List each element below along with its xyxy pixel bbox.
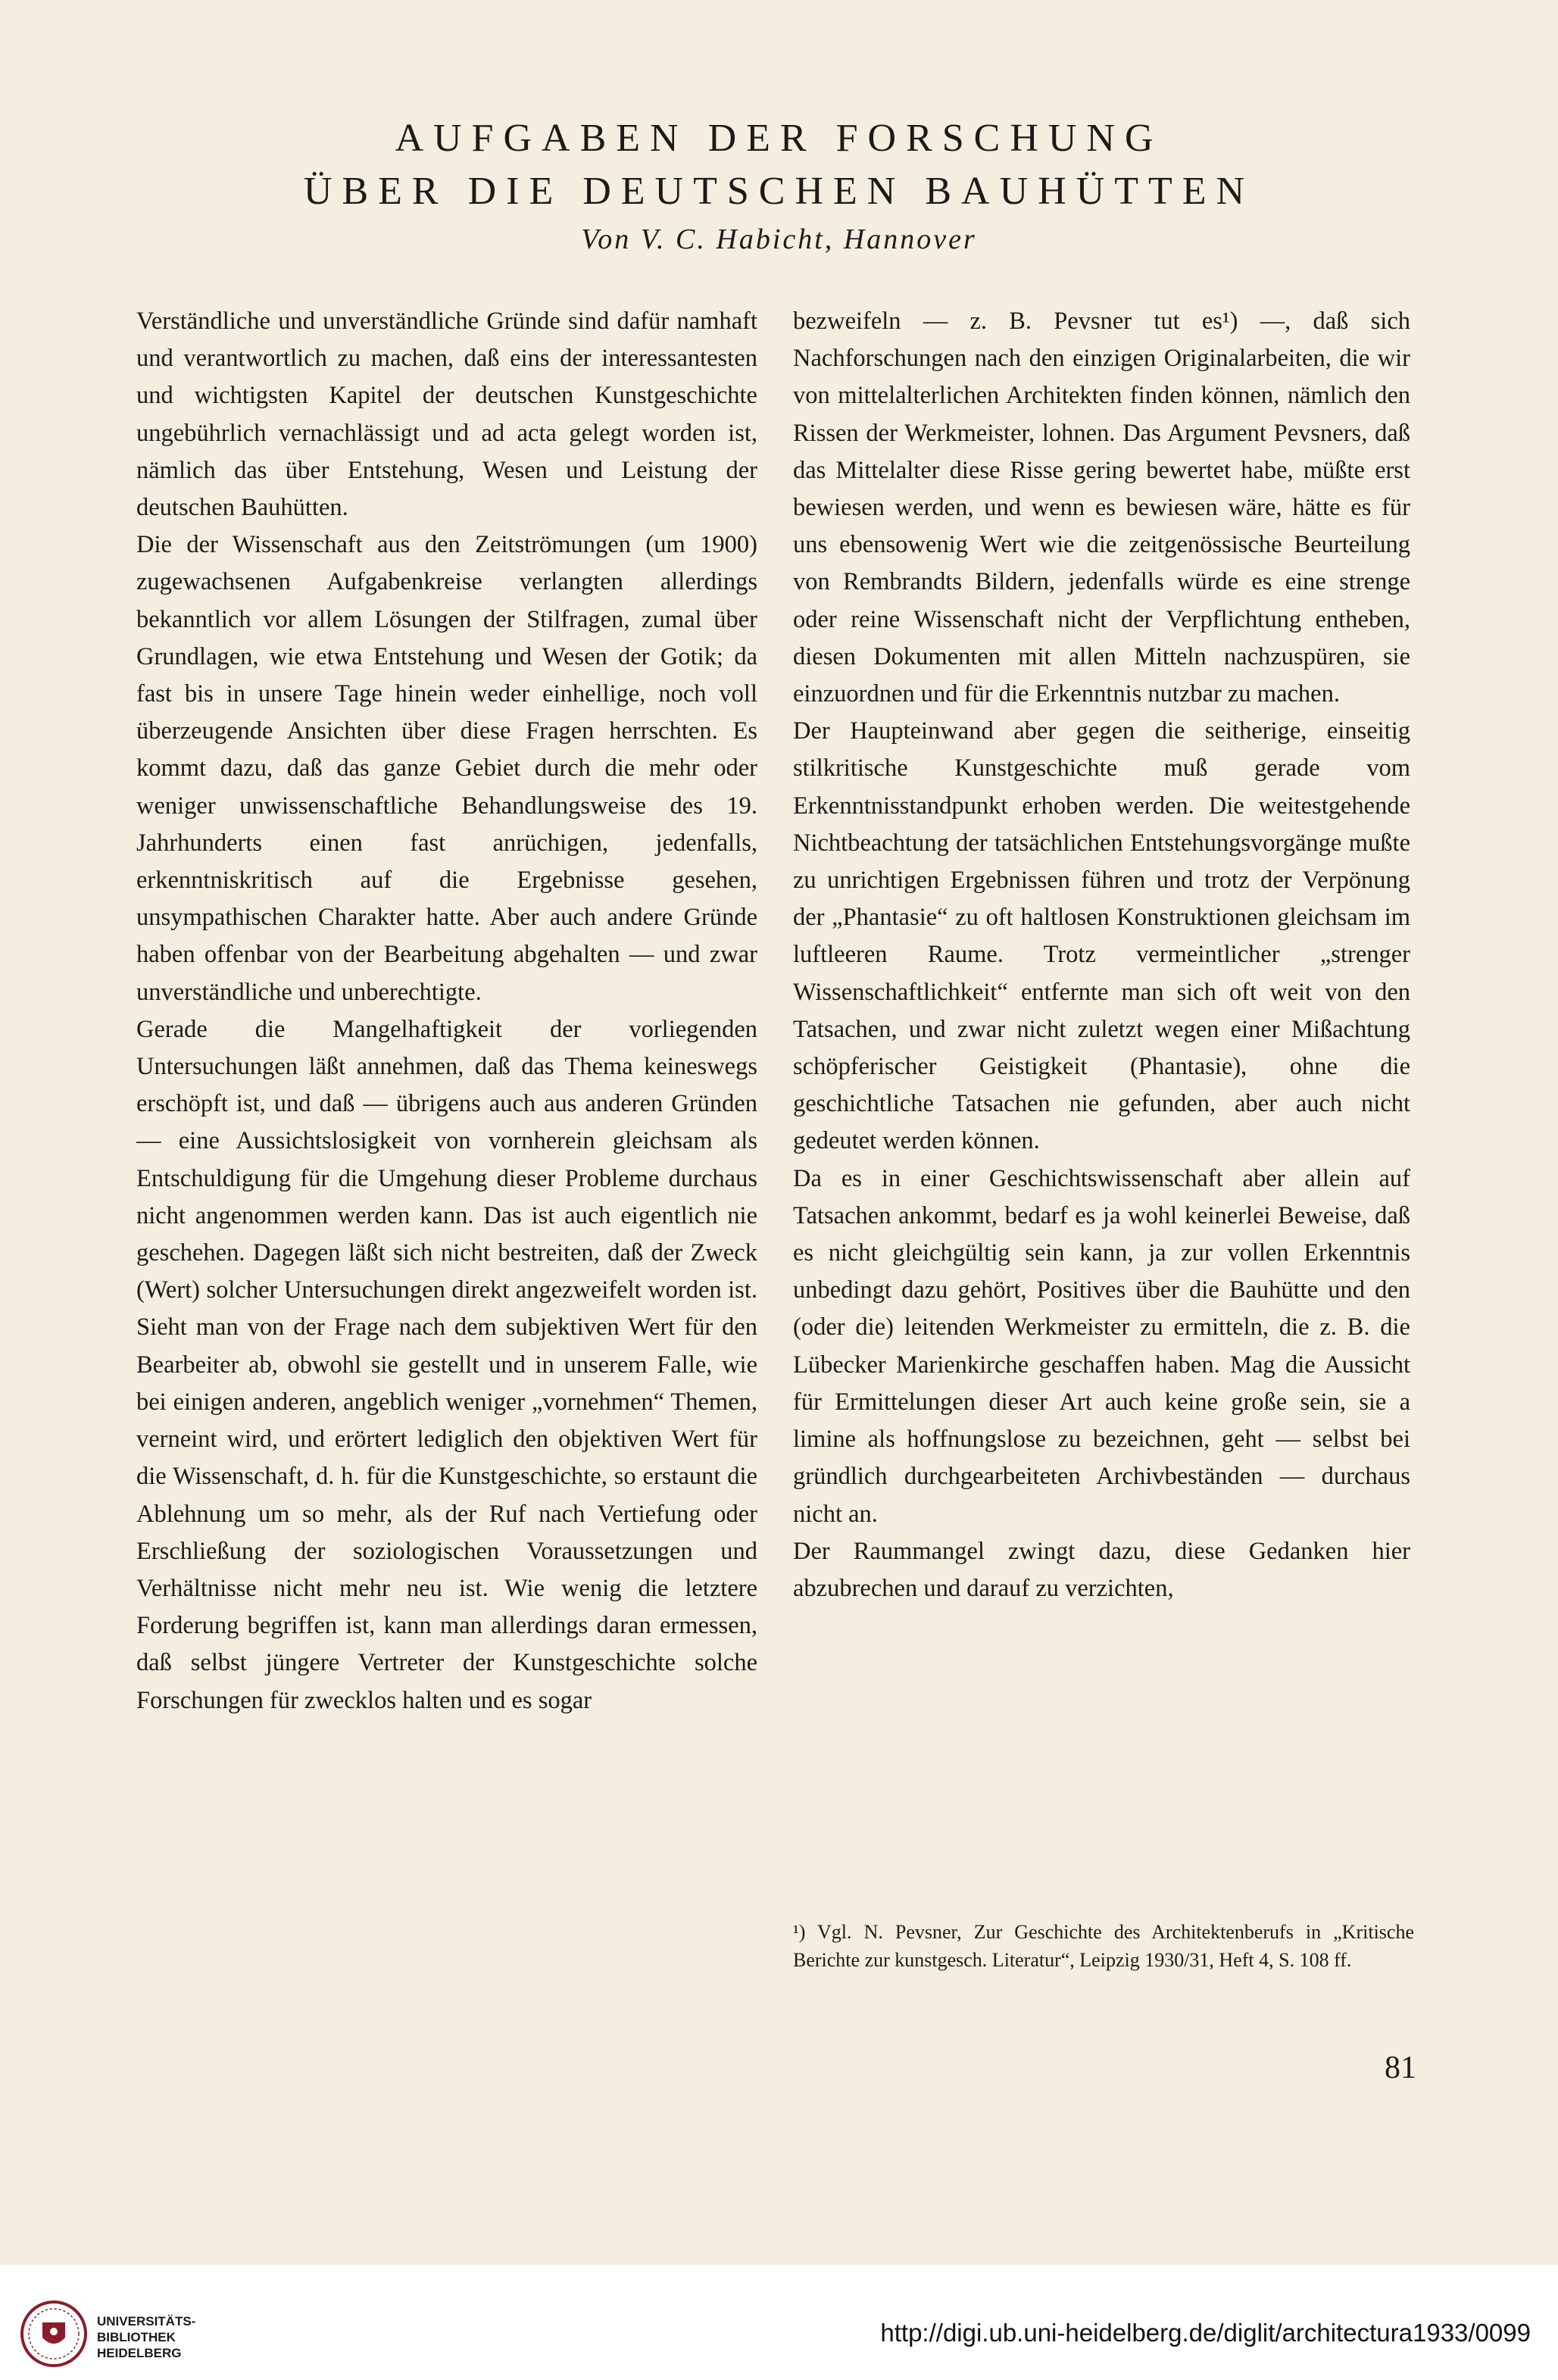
article-byline: Von V. C. Habicht, Hannover bbox=[581, 223, 977, 255]
paragraph: Die der Wissenschaft aus den Zeitströmungen (um 1900) zugewachsenen Aufgabenkreise verlangten allerdings bekanntlich vor allem Lösungen der Stilfragen, zumal über Grundlagen, wie etwa Entstehung und Wesen der Gotik; da fast bis in unsere Tage hinein weder einhellige, noch voll überzeugende Ansichten über diese Fragen herrschten. Es kommt dazu, daß das ganze Gebiet durch die mehr oder weniger unwissenschaftliche Behandlungsweise des 19. Jahrhunderts einen fast anrüchigen, jedenfalls, erkenntniskritisch auf die Ergebnisse gesehen, unsympathischen Charakter hatte. Aber auch andere Gründe haben offenbar von der Bearbeitung abgehalten — und zwar unverständliche und unberechtigte. bbox=[136, 531, 757, 1006]
library-name-line: UNIVERSITÄTS- bbox=[97, 2314, 196, 2328]
paragraph: Gerade die Mangelhaftigkeit der vorliegenden Untersuchungen läßt annehmen, daß das Thema keineswegs erschöpft ist, und daß — übrigens auch aus anderen Gründen — eine Aussichtslosigkeit von vornherein gleichsam als Entschuldigung für die Umgehung dieser Probleme durchaus nicht angenommen werden kann. Das ist auch eigentlich nie geschehen. Dagegen läßt sich nicht bestreiten, daß der Zweck (Wert) solcher Untersuchungen direkt angezweifelt worden ist. Sieht man von der Frage nach dem subjektiven Wert für den Bearbeiter ab, obwohl sie gestellt und in unserem Falle, wie bei einigen anderen, angeblich weniger „vornehmen“ Themen, verneint wird, und erörtert lediglich den objektiven Wert für die Wissenschaft, d. h. für die Kunstgeschichte, so erstaunt die Ablehnung um so mehr, als der Ruf nach Vertiefung oder Erschließung der soziologischen Voraussetzungen und Verhältnisse nicht mehr neu ist. Wie wenig die letztere Forderung begriffen ist, kann man allerdings daran ermessen, daß selbst jüngere Vertreter der Kunstgeschichte solche Forschungen für zwecklos halten und es sogar bbox=[136, 1015, 757, 1714]
article-title-line2: ÜBER DIE DEUTSCHEN BAUHÜTTEN bbox=[303, 170, 1255, 213]
library-name bbox=[97, 2313, 195, 2361]
viewer-footer bbox=[0, 2265, 1558, 2380]
right-text-column bbox=[793, 303, 1410, 1607]
library-name-line: BIBLIOTHEK bbox=[97, 2330, 176, 2344]
university-seal-icon bbox=[20, 2300, 88, 2368]
library-name-line: HEIDELBERG bbox=[97, 2346, 182, 2360]
paragraph: Der Raummangel zwingt dazu, diese Gedanken hier abzubrechen und darauf zu verzichten, bbox=[793, 1537, 1410, 1602]
page-number: 81 bbox=[1385, 2050, 1416, 2085]
paragraph: bezweifeln — z. B. Pevsner tut es¹) —, daß sich Nachforschungen nach den einzigen Originalarbeiten, die wir von mittelalterlichen Architekten finden können, nämlich den Rissen der Werkmeister, lohnen. Das Argument Pevsners, daß das Mittelalter diese Risse gering bewertet habe, müßte erst bewiesen werden, und wenn es bewiesen wäre, hätte es für uns ebensowenig Wert wie die zeitgenössische Beurteilung von Rembrandts Bildern, jedenfalls würde es eine strenge oder reine Wissenschaft nicht der Verpflichtung entheben, diesen Dokumenten mit allen Mitteln nachzuspüren, sie einzuordnen und für die Erkenntnis nutzbar zu machen. bbox=[793, 308, 1410, 708]
permalink-url[interactable]: http://digi.ub.uni-heidelberg.de/diglit/architectura1933/0099 bbox=[880, 2319, 1531, 2347]
paragraph: Da es in einer Geschichtswissenschaft aber allein auf Tatsachen ankommt, bedarf es ja wohl keinerlei Beweise, daß es nicht gleichgültig sein kann, ja zur vollen Erkenntnis unbedingt dazu gehört, Positives über die Bauhütte und den (oder die) leitenden Werkmeister zu ermitteln, die z. B. die Lübecker Marienkirche geschaffen haben. Mag die Aussicht für Ermittelungen dieser Art auch keine große sein, sie a limine als hoffnungslose zu bezeichnen, geht — selbst bei gründlich durchgearbeiteten Archivbeständen — durchaus nicht an. bbox=[793, 1164, 1410, 1528]
paragraph: Der Haupteinwand aber gegen die seitherige, einseitig stilkritische Kunstgeschichte muß gerade vom Erkenntnisstandpunkt erhoben werden. Die weitestgehende Nichtbeachtung der tatsächlichen Entstehungsvorgänge mußte zu unrichtigen Ergebnissen führen und trotz der Verpönung der „Phantasie“ zu oft haltlosen Konstruktionen gleichsam im luftleeren Raume. Trotz vermeintlicher „strenger Wissenschaftlichkeit“ entfernte man sich oft weit von den Tatsachen, und zwar nicht zuletzt wegen einer Mißachtung schöpferischer Geistigkeit (Phantasie), ohne die geschichtliche Tatsachen nie gefunden, aber auch nicht gedeutet werden können. bbox=[793, 717, 1410, 1155]
article-title-line1: AUFGABEN DER FORSCHUNG bbox=[395, 117, 1163, 160]
left-text-column bbox=[136, 303, 757, 1719]
paragraph: Verständliche und unverständliche Gründe sind dafür namhaft und verantwortlich zu machen, daß eins der interessantesten und wichtigsten Kapitel der deutschen Kunstgeschichte ungebührlich vernachlässigt und ad acta gelegt worden ist, nämlich das über Entstehung, Wesen und Leistung der deutschen Bauhütten. bbox=[136, 308, 757, 522]
footnote: ¹) Vgl. N. Pevsner, Zur Geschichte des Architektenberufs in „Kritische Berichte zur kunstgesch. Literatur“, Leipzig 1930/31, Heft 4, S. 108 ff. bbox=[793, 1921, 1414, 1971]
